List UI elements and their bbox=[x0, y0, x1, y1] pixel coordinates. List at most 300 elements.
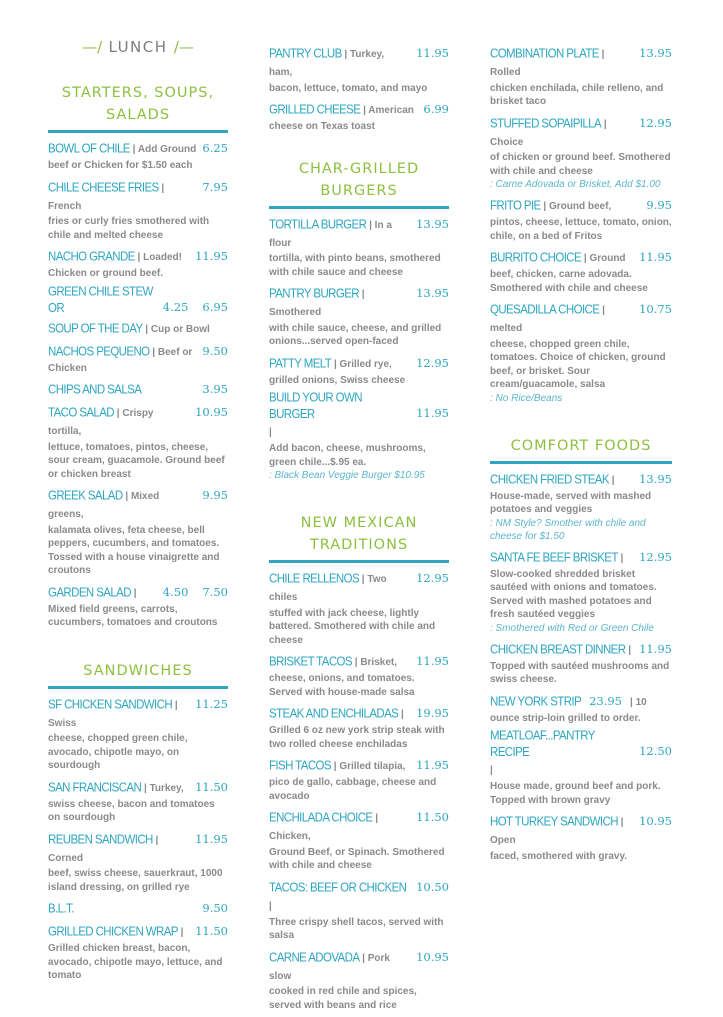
item-header-text bbox=[269, 284, 410, 320]
item-description: grilled onions, Swiss cheese bbox=[269, 374, 406, 386]
separator: | bbox=[360, 105, 369, 116]
item-note: : No Rice/Beans bbox=[490, 392, 563, 404]
item-header-text bbox=[48, 247, 189, 265]
item-header-text bbox=[490, 470, 633, 488]
item-header bbox=[269, 100, 449, 118]
item-name: BOWL OF CHILE bbox=[48, 142, 130, 156]
separator: | bbox=[269, 427, 272, 438]
item-description-start: American bbox=[368, 105, 414, 116]
item-header-text bbox=[490, 196, 640, 214]
menu-item-combination-plate bbox=[490, 44, 672, 109]
item-header-text bbox=[490, 640, 633, 658]
item-description: Grilled chicken breast, bacon, avocado, chipotle mayo, lettuce, and tomato bbox=[48, 943, 223, 981]
item-header-text bbox=[48, 899, 196, 917]
price-large: 13.95 bbox=[639, 471, 672, 486]
price-small: 23.95 bbox=[589, 693, 623, 708]
price-large: 10.95 bbox=[195, 405, 228, 419]
item-name: FRITO PIE bbox=[490, 199, 541, 213]
section-title: NEW MEXICAN TRADITIONS bbox=[300, 515, 418, 553]
menu-item-new-york-strip bbox=[490, 692, 672, 726]
item-header bbox=[48, 583, 228, 601]
menu-item-chile-rellenos bbox=[269, 569, 449, 647]
item-header-text bbox=[48, 583, 155, 601]
item-header-text bbox=[269, 215, 410, 251]
section-divider bbox=[48, 130, 228, 133]
right-accent: /— bbox=[173, 38, 194, 56]
item-header bbox=[490, 300, 672, 336]
item-name: CHICKEN FRIED STEAK bbox=[490, 472, 609, 487]
item-header-text bbox=[48, 178, 196, 214]
price-large: 9.50 bbox=[202, 343, 228, 358]
separator: | bbox=[601, 118, 607, 130]
separator: | bbox=[172, 699, 178, 711]
price-large: 10.95 bbox=[416, 949, 449, 964]
item-name: CARNE ADOVADA bbox=[269, 950, 360, 965]
separator: | bbox=[617, 817, 624, 828]
item-description: tortilla, with pinto beans, smothered with chile sauce and cheese bbox=[269, 253, 441, 278]
item-header bbox=[269, 569, 449, 605]
item-description: beef or Chicken for $1.50 each bbox=[48, 160, 193, 171]
section-divider bbox=[269, 206, 449, 209]
item-name: SAN FRANCISCAN bbox=[48, 780, 142, 795]
item-header-text bbox=[490, 44, 633, 80]
menu-item-quesadilla-choice bbox=[490, 300, 672, 405]
item-description: faced, smothered with gravy. bbox=[490, 850, 628, 862]
item-description-start: Grilled tilapia, bbox=[339, 761, 406, 772]
price-large: 13.95 bbox=[416, 286, 449, 300]
item-description: Topped with sautéed mushrooms and swiss cheese. bbox=[490, 660, 670, 685]
item-header bbox=[490, 640, 672, 658]
item-name: BRISKET TACOS bbox=[269, 655, 352, 669]
item-description-start: Pork slow bbox=[269, 952, 390, 982]
item-header bbox=[490, 548, 672, 566]
item-header-text bbox=[269, 704, 410, 722]
separator: | bbox=[341, 49, 351, 60]
item-header bbox=[48, 403, 228, 439]
item-name: PANTRY BURGER bbox=[269, 287, 359, 301]
price-large: 3.95 bbox=[202, 382, 228, 396]
item-description: House made, ground beef and pork. Topped with brown gravy bbox=[490, 781, 661, 806]
section-divider bbox=[490, 461, 672, 464]
item-name-line-2: SOUP OF THE DAY bbox=[48, 321, 143, 336]
menu-section-comfort-foods bbox=[490, 435, 672, 864]
item-description: Add bacon, cheese, mushrooms, green chile...$.95 ea. bbox=[269, 443, 426, 468]
item-header-text bbox=[48, 778, 189, 796]
section-title: STARTERS, SOUPS, SALADS bbox=[61, 85, 215, 123]
item-header-text bbox=[269, 652, 410, 670]
item-name: B.L.T. bbox=[48, 902, 74, 916]
item-note: : Black Bean Veggie Burger $10.95 bbox=[269, 470, 425, 481]
menu-header bbox=[48, 38, 228, 56]
menu-item-chicken-fried-steak bbox=[490, 470, 672, 543]
item-name: GREEN CHILE STEW OR bbox=[48, 284, 153, 316]
item-description-start: Open bbox=[490, 835, 516, 846]
separator: | bbox=[398, 709, 404, 720]
item-description: cheese, chopped green chile, avocado, chipotle mayo, on sourdough bbox=[48, 733, 188, 771]
price-small: 4.50 bbox=[162, 584, 189, 599]
separator: | bbox=[130, 587, 137, 599]
item-description: fries or curly fries smothered with chile and melted cheese bbox=[48, 216, 210, 241]
item-header-text bbox=[490, 548, 633, 566]
menu-item-nachos-pequeno bbox=[48, 342, 228, 376]
price-large: 10.75 bbox=[639, 302, 672, 316]
price-large: 10.50 bbox=[416, 879, 449, 894]
item-description: lettuce, tomatoes, pintos, cheese, sour cream, guacamole. Ground beef or chicken breast bbox=[48, 441, 225, 480]
menu-item-meatloaf-pantry-recipe bbox=[490, 730, 672, 807]
item-header bbox=[48, 899, 228, 917]
item-header bbox=[48, 830, 228, 866]
item-header-text bbox=[48, 380, 196, 398]
item-name: ENCHILADA CHOICE bbox=[269, 811, 373, 825]
item-name: CHIPS AND SALSA bbox=[48, 383, 142, 397]
menu-section-continued bbox=[269, 44, 449, 134]
price-large: 12.95 bbox=[416, 571, 449, 585]
item-name: CHILE CHEESE FRIES bbox=[48, 180, 159, 195]
item-header bbox=[490, 812, 672, 848]
item-header-text bbox=[269, 392, 410, 440]
item-description-start: Choice bbox=[490, 136, 524, 148]
item-header bbox=[269, 44, 449, 80]
item-description-start: Brisket, bbox=[360, 657, 397, 668]
separator: | bbox=[269, 900, 272, 912]
item-header-text bbox=[48, 342, 196, 360]
separator: | bbox=[540, 201, 549, 212]
separator: | bbox=[141, 782, 150, 794]
item-description: bacon, lettuce, tomato, and mayo bbox=[269, 82, 428, 94]
item-name: FISH TACOS bbox=[269, 759, 331, 773]
item-header bbox=[48, 695, 228, 731]
item-note: : Carne Adovada or Brisket, Add $1.00 bbox=[490, 179, 661, 190]
menu-section-sandwiches bbox=[48, 660, 228, 983]
item-description: Ground Beef, or Spinach. Smothered with chile and cheese bbox=[269, 846, 445, 871]
menu-column-3 bbox=[490, 44, 672, 868]
separator: | bbox=[177, 927, 184, 938]
item-description: Chicken bbox=[48, 362, 87, 374]
price-large: 11.50 bbox=[195, 924, 228, 938]
item-header-text bbox=[48, 922, 189, 940]
price-large: 10.95 bbox=[639, 814, 672, 828]
menu-item-steak-and-enchiladas bbox=[269, 704, 449, 751]
item-description: swiss cheese, bacon and tomatoes on sourdough bbox=[48, 798, 215, 823]
menu-item-pantry-burger bbox=[269, 284, 449, 349]
item-description-start: Turkey, bbox=[149, 782, 184, 794]
item-description-start: Grilled rye, bbox=[339, 358, 392, 370]
menu-title: LUNCH bbox=[108, 38, 168, 56]
item-header-text bbox=[490, 730, 633, 778]
item-description: kalamata olives, feta cheese, bell peppers, cucumbers, and tomatoes. Tossed with a house vinaigrette and croutons bbox=[48, 524, 220, 576]
item-description-start: Chicken, bbox=[269, 831, 311, 842]
separator: | bbox=[152, 834, 159, 846]
section-divider bbox=[48, 686, 228, 689]
item-name: CHILE RELLENOS bbox=[269, 572, 360, 586]
price-small: 4.25 bbox=[162, 299, 189, 314]
price-large: 12.95 bbox=[416, 355, 449, 370]
separator: | bbox=[331, 358, 340, 370]
item-header bbox=[490, 196, 672, 214]
menu-item-bowl-of-chile bbox=[48, 139, 228, 173]
separator: | bbox=[630, 696, 636, 708]
menu-item-fish-tacos bbox=[269, 756, 449, 803]
item-name: REUBEN SANDWICH bbox=[48, 832, 153, 847]
menu-section-continued bbox=[490, 44, 672, 405]
item-description: Mixed field greens, carrots, cucumbers, tomatoes and croutons bbox=[48, 603, 218, 628]
menu-item-hot-turkey-sandwich bbox=[490, 812, 672, 863]
price-large: 6.95 bbox=[202, 299, 228, 314]
item-header-text bbox=[48, 695, 189, 731]
item-header-text bbox=[490, 248, 633, 266]
item-name: QUESADILLA CHOICE bbox=[490, 303, 600, 317]
item-description: pintos, cheese, lettuce, tomato, onion, chile, on a bed of Fritos bbox=[490, 217, 672, 242]
item-name: STUFFED SOPAIPILLA bbox=[490, 116, 602, 131]
separator: | bbox=[598, 49, 605, 60]
menu-item-build-your-own-burger bbox=[269, 392, 449, 482]
price-large: 9.50 bbox=[202, 901, 228, 915]
item-header bbox=[48, 139, 228, 157]
item-description-start: melted bbox=[490, 323, 523, 334]
separator: | bbox=[490, 765, 493, 776]
menu-item-patty-melt bbox=[269, 354, 449, 388]
item-header-text bbox=[490, 114, 633, 150]
item-description-start: Smothered bbox=[269, 307, 322, 318]
item-header-text bbox=[269, 44, 410, 80]
item-description: Three crispy shell tacos, served with salsa bbox=[269, 916, 444, 941]
menu-item-sf-chicken-sandwich bbox=[48, 695, 228, 773]
item-description: stuffed with jack cheese, lightly battered. Smothered with chile and cheese bbox=[269, 607, 436, 646]
item-name: BURRITO CHOICE bbox=[490, 251, 582, 265]
separator: | bbox=[617, 552, 624, 564]
item-header-text bbox=[269, 948, 410, 984]
item-description: Chicken or ground beef. bbox=[48, 268, 164, 279]
item-header bbox=[269, 808, 449, 844]
item-header bbox=[269, 878, 449, 914]
item-description: beef, chicken, carne adovada. Smothered with chile and cheese bbox=[490, 269, 648, 294]
item-description-start: Mixed greens, bbox=[48, 491, 160, 520]
item-description-start: 10 bbox=[635, 696, 647, 708]
item-description: cooked in red chile and spices, served with beans and rice bbox=[269, 986, 417, 1011]
item-header bbox=[490, 692, 672, 710]
item-name: GREEK SALAD bbox=[48, 489, 123, 503]
section-title: CHAR-GRILLED BURGERS bbox=[298, 160, 420, 199]
item-description-start: Rolled bbox=[490, 67, 521, 78]
item-header bbox=[490, 44, 672, 80]
item-description: Slow-cooked shredded brisket sautéed with onions and tomatoes. Served with mashed potatoes and fresh sautéed veggies bbox=[490, 568, 657, 620]
separator: | bbox=[149, 346, 158, 358]
price-large: 13.95 bbox=[639, 46, 672, 60]
item-description: of chicken or ground beef. Smothered with chile and cheese bbox=[490, 152, 671, 177]
item-description-start: Turkey, ham, bbox=[269, 49, 385, 78]
item-description-start: French bbox=[48, 200, 82, 212]
menu-section-starters-soups-salads bbox=[48, 82, 228, 630]
item-name: SANTA FE BEEF BRISKET bbox=[490, 550, 618, 565]
item-header bbox=[48, 486, 228, 522]
item-description: pico de gallo, cabbage, cheese and avocado bbox=[269, 777, 437, 802]
item-header bbox=[269, 948, 449, 984]
menu-item-brisket-tacos bbox=[269, 652, 449, 699]
separator: | bbox=[608, 474, 615, 486]
item-header bbox=[48, 778, 228, 796]
menu-item-santa-fe-beef-brisket bbox=[490, 548, 672, 635]
item-header bbox=[269, 215, 449, 251]
separator: | bbox=[351, 657, 361, 668]
item-description-start: Swiss bbox=[48, 717, 77, 729]
menu-item-frito-pie bbox=[490, 196, 672, 243]
price-large: 11.95 bbox=[639, 641, 672, 656]
item-description-start: Loaded! bbox=[143, 252, 182, 263]
item-header bbox=[48, 922, 228, 940]
item-description-start: Crispy tortilla, bbox=[48, 408, 154, 437]
item-description: cheese on Texas toast bbox=[269, 121, 375, 132]
item-header-text bbox=[269, 100, 417, 118]
item-description-start: Ground bbox=[589, 253, 626, 264]
item-name: STEAK AND ENCHILADAS bbox=[269, 707, 399, 721]
item-name: PANTRY CLUB bbox=[269, 47, 342, 61]
item-name: BUILD YOUR OWN BURGER bbox=[269, 391, 362, 422]
menu-item-grilled-cheese bbox=[269, 100, 449, 134]
price-large: 9.95 bbox=[202, 488, 228, 502]
item-description: with chile sauce, cheese, and grilled onions...served open-faced bbox=[269, 322, 442, 347]
price-large: 6.25 bbox=[202, 141, 228, 155]
separator: | bbox=[114, 408, 123, 419]
item-description: ounce strip-loin grilled to order. bbox=[490, 712, 641, 724]
section-title: COMFORT FOODS bbox=[510, 437, 652, 454]
menu-item-greek-salad bbox=[48, 486, 228, 578]
item-header bbox=[48, 342, 228, 360]
separator: | bbox=[330, 761, 340, 772]
menu-item-taco-salad bbox=[48, 403, 228, 481]
separator: | bbox=[359, 952, 368, 964]
price-large: 11.50 bbox=[416, 810, 449, 824]
separator: | bbox=[359, 574, 368, 585]
menu-item-reuben-sandwich bbox=[48, 830, 228, 895]
menu-item-garden-salad bbox=[48, 583, 228, 630]
separator: | bbox=[372, 813, 379, 824]
item-header bbox=[490, 470, 672, 488]
menu-item-chile-cheese-fries bbox=[48, 178, 228, 243]
item-header-text bbox=[490, 692, 672, 710]
item-header bbox=[48, 178, 228, 214]
item-header-text bbox=[490, 812, 633, 848]
menu-item-green-chile-stew-or bbox=[48, 286, 228, 337]
menu-column-1 bbox=[48, 82, 228, 988]
menu-item-san-franciscan bbox=[48, 778, 228, 825]
item-name: NEW YORK STRIP bbox=[490, 694, 582, 709]
price-large: 9.95 bbox=[646, 198, 672, 212]
menu-section-char-grilled-burgers bbox=[269, 158, 449, 483]
item-name: SF CHICKEN SANDWICH bbox=[48, 697, 173, 712]
separator: | bbox=[581, 253, 590, 264]
left-accent: —/ bbox=[82, 38, 103, 56]
menu-column-2 bbox=[269, 44, 449, 1017]
item-description: Grilled 6 oz new york strip steak with two rolled cheese enchiladas bbox=[269, 725, 445, 750]
menu-item-burrito-choice bbox=[490, 248, 672, 295]
price-large: 7.50 bbox=[202, 584, 228, 599]
item-name: TACOS: BEEF OR CHICKEN bbox=[269, 880, 407, 895]
item-header bbox=[490, 114, 672, 150]
item-name: GRILLED CHICKEN WRAP bbox=[48, 925, 178, 939]
price-large: 11.95 bbox=[416, 406, 449, 420]
menu-item-stuffed-sopaipilla bbox=[490, 114, 672, 192]
price-large: 19.95 bbox=[416, 706, 449, 720]
price-large: 11.95 bbox=[416, 654, 449, 668]
item-description-start: Add Ground bbox=[137, 144, 197, 155]
item-name: NACHOS PEQUENO bbox=[48, 344, 150, 359]
price-large: 12.50 bbox=[639, 744, 672, 758]
item-description-start: Two chiles bbox=[269, 574, 387, 603]
separator: | bbox=[625, 644, 632, 656]
price-large: 11.95 bbox=[416, 46, 449, 60]
item-description-start: In a flour bbox=[269, 219, 392, 249]
item-description-start: Ground beef, bbox=[548, 201, 612, 212]
separator: | bbox=[122, 491, 131, 502]
menu-item-nacho-grande bbox=[48, 247, 228, 281]
item-description: House-made, served with mashed potatoes and veggies bbox=[490, 490, 652, 515]
separator: | bbox=[366, 219, 375, 231]
item-header bbox=[269, 652, 449, 670]
item-description-start: Cup or Bowl bbox=[150, 323, 210, 335]
item-header-text-line-2 bbox=[48, 319, 228, 337]
separator: | bbox=[142, 323, 151, 335]
item-name: PATTY MELT bbox=[269, 356, 332, 371]
separator: | bbox=[358, 289, 365, 300]
price-large: 12.95 bbox=[639, 115, 672, 130]
menu-section-new-mexican-traditions bbox=[269, 512, 449, 1012]
price-large: 11.95 bbox=[416, 758, 449, 772]
menu-item-enchilada-choice bbox=[269, 808, 449, 873]
item-description: beef, swiss cheese, sauerkraut, 1000 island dressing, on grilled rye bbox=[48, 868, 223, 893]
item-note: : NM Style? Smother with chile and cheese for $1.50 bbox=[490, 517, 646, 542]
item-header bbox=[269, 756, 449, 774]
item-header bbox=[269, 354, 449, 372]
menu-item-b-l-t bbox=[48, 899, 228, 917]
item-header bbox=[48, 247, 228, 265]
price-large: 12.95 bbox=[639, 549, 672, 564]
item-name: COMBINATION PLATE bbox=[490, 47, 599, 61]
item-header bbox=[48, 380, 228, 398]
separator: | bbox=[599, 305, 605, 316]
menu-item-chicken-breast-dinner bbox=[490, 640, 672, 687]
separator: | bbox=[134, 252, 144, 263]
item-header-text bbox=[269, 354, 410, 372]
item-name: NACHO GRANDE bbox=[48, 250, 135, 264]
price-large: 13.95 bbox=[416, 216, 449, 231]
item-header-text bbox=[48, 830, 189, 866]
item-header-text bbox=[48, 286, 155, 316]
item-header-text bbox=[269, 878, 410, 914]
menu-item-chips-and-salsa bbox=[48, 380, 228, 398]
item-header-text bbox=[269, 808, 410, 844]
separator: | bbox=[158, 182, 165, 194]
price-large: 11.50 bbox=[195, 779, 228, 794]
item-note: : Smothered with Red or Green Chile bbox=[490, 622, 654, 634]
item-header bbox=[490, 730, 672, 778]
menu-item-tacos-beef-or-chicken bbox=[269, 878, 449, 943]
separator: | bbox=[129, 144, 138, 155]
item-header-text bbox=[48, 486, 196, 522]
menu-item-grilled-chicken-wrap bbox=[48, 922, 228, 983]
item-name: TACO SALAD bbox=[48, 406, 114, 420]
item-name: GARDEN SALAD bbox=[48, 585, 131, 600]
menu-item-tortilla-burger bbox=[269, 215, 449, 280]
item-header-text bbox=[490, 300, 633, 336]
price-large: 11.25 bbox=[195, 696, 228, 711]
item-header-text bbox=[269, 569, 410, 605]
item-header-text bbox=[269, 756, 410, 774]
item-name: HOT TURKEY SANDWICH bbox=[490, 815, 618, 829]
item-name: TORTILLA BURGER bbox=[269, 217, 367, 232]
price-large: 7.95 bbox=[202, 179, 228, 194]
section-title: SANDWICHES bbox=[83, 662, 193, 679]
item-name: MEATLOAF...PANTRY RECIPE bbox=[490, 729, 595, 760]
